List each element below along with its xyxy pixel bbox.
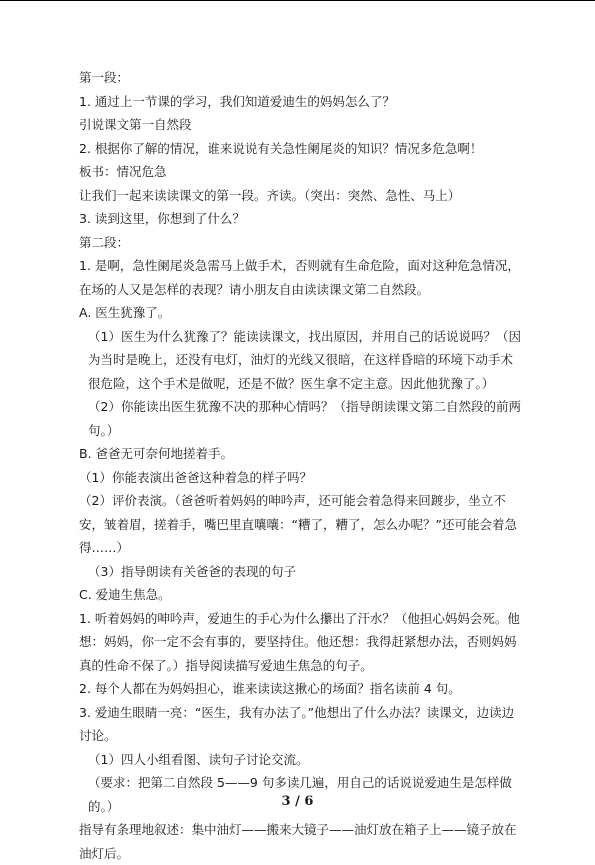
point-b-2: （2）评价表演。（爸爸听着妈妈的呻吟声，还可能会着急得来回踱步，坐立不安，皱着眉，搓着手，嘴巴里直嚷嚷：“糟了，糟了，怎么办呢？”还可能会着急得……） bbox=[79, 493, 517, 555]
page-number: 3 / 6 bbox=[281, 794, 314, 809]
paragraph-2-intro: 1. 是啊，急性阑尾炎急需马上做手术，否则就有生命危险，面对这种危急情况，在场的人又是怎样的表现？请小朋友自由读读课文第二自然段。 bbox=[79, 258, 520, 297]
requirement: （要求：把第二自然段 5——9 句多读几遍，用自己的话说说爱迪生是怎样做的。） bbox=[88, 775, 512, 814]
point-a: A. 医生犹豫了。 bbox=[79, 305, 171, 320]
point-c-3: 3. 爱迪生眼睛一亮：“医生，我有办法了。”他想出了什么办法？读课文，边读边讨论。 bbox=[79, 704, 515, 743]
point-b: B. 爸爸无可奈何地搓着手。 bbox=[79, 446, 234, 461]
section-heading-1: 第一段： bbox=[79, 70, 130, 85]
point-a-1: （1）医生为什么犹豫了？能读读课文，找出原因，并用自己的话说说吗？（因为当时是晚上，还没有电灯，油灯的光线又很暗，在这样昏暗的环境下动手术很危险，这个手术是做呢，还是不做？医生拿不定主意。因此他犹豫了。） bbox=[88, 328, 521, 391]
question-3: 3. 读到这里，你想到了什么？ bbox=[79, 211, 245, 226]
top-rule bbox=[0, 0, 595, 1]
point-c-1: 1. 听着妈妈的呻吟声，爱迪生的手心为什么攥出了汗水？（他担心妈妈会死。他想：妈妈，你一定不会有事的，要坚持住。他还想：我得赶紧想办法，否则妈妈真的性命不保了。）指导阅读描写爱迪生焦急的句子。 bbox=[79, 610, 520, 673]
question-2: 2. 根据你了解的情况，谁来说说有关急性阑尾炎的知识？情况多危急啊！ bbox=[79, 140, 483, 156]
group-discussion: （1）四人小组看图、读句子讨论交流。 bbox=[88, 751, 309, 767]
read-instruction: 让我们一起来读读课文的第一段。齐读。（突出：突然、急性、马上） bbox=[79, 187, 461, 203]
point-c: C. 爱迪生焦急。 bbox=[79, 587, 171, 602]
point-a-2: （2）你能读出医生犹豫不决的那种心情吗？（指导朗读课文第二自然段的前两句。） bbox=[88, 399, 521, 438]
point-b-3: （3）指导朗读有关爸爸的表现的句子 bbox=[88, 563, 296, 579]
document-body bbox=[79, 66, 521, 865]
blackboard-note: 板书：情况危急 bbox=[79, 164, 167, 179]
point-c-2: 2. 每个人都在为妈妈担心，谁来读读这揪心的场面？指名读前 4 句。 bbox=[79, 681, 461, 696]
note-line: 引说课文第一自然段 bbox=[79, 117, 192, 132]
narration-guide: 指导有条理地叙述：集中油灯——搬来大镜子——油灯放在箱子上——镜子放在油灯后。 bbox=[79, 822, 517, 861]
point-b-1: （1）你能表演出爸爸这种着急的样子吗？ bbox=[79, 469, 312, 485]
section-heading-2: 第二段： bbox=[79, 234, 130, 250]
question-1: 1. 通过上一节课的学习，我们知道爱迪生的妈妈怎么了？ bbox=[79, 93, 395, 109]
